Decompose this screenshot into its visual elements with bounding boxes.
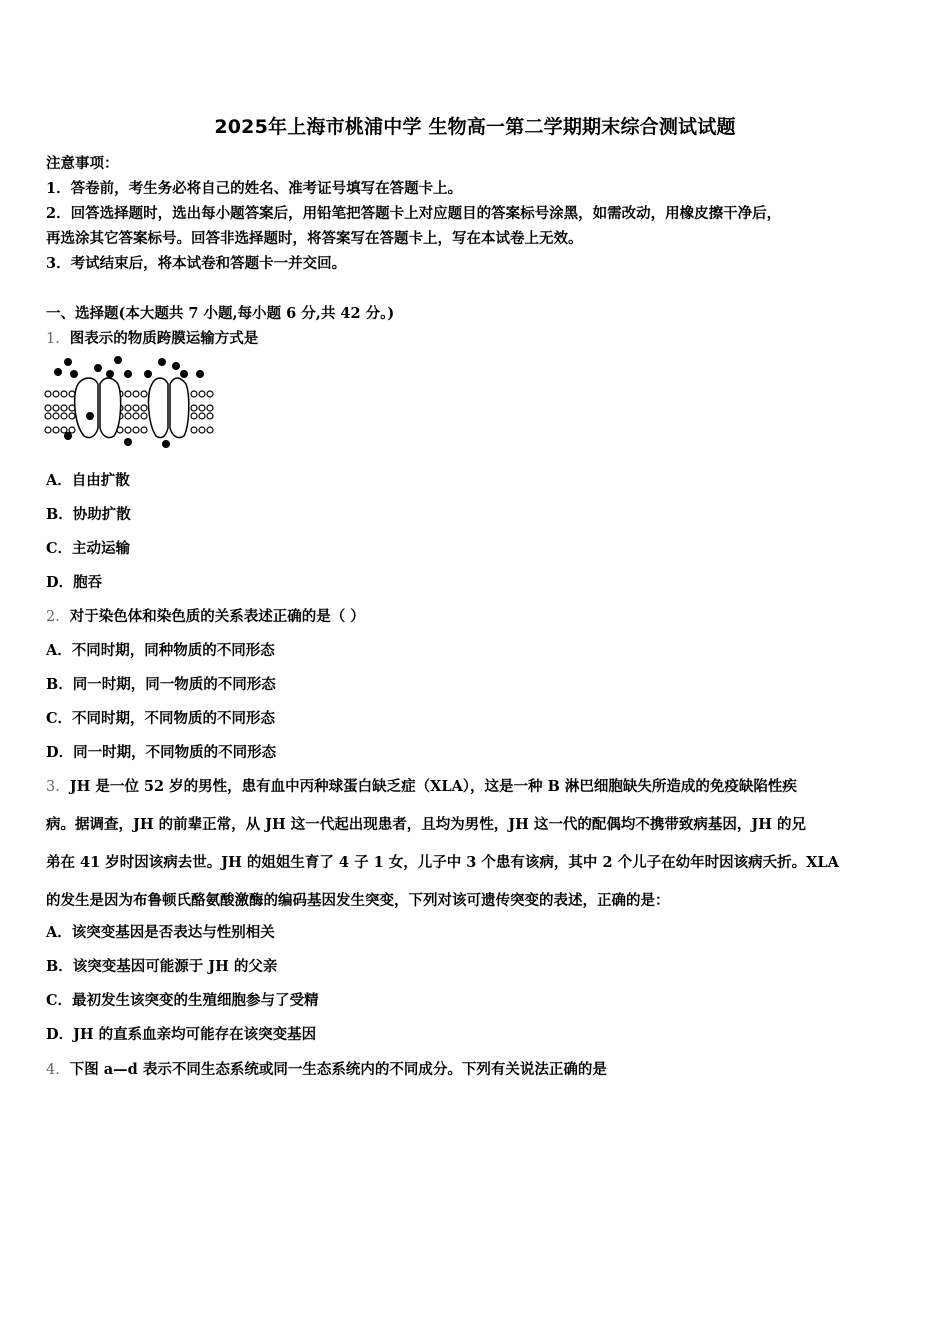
- section-heading: 一、选择题(本大题共 7 小题,每小题 6 分,共 42 分。): [46, 305, 395, 322]
- option-b: B．协助扩散: [46, 506, 131, 523]
- question-stem: 对于染色体和染色质的关系表述正确的是（ ）: [69, 608, 365, 625]
- question-4: [46, 1058, 607, 1079]
- notice-item: 再选涂其它答案标号。回答非选择题时，将答案写在答题卡上，写在本试卷上无效。: [46, 230, 583, 247]
- notice-item: 2．回答选择题时，选出每小题答案后，用铅笔把答题卡上对应题目的答案标号涂黑，如需改动，用橡皮擦干净后，: [46, 205, 782, 222]
- question-stem-line: 的发生是因为布鲁顿氏酪氨酸激酶的编码基因发生突变，下列对该可遗传突变的表述，正确的是：: [46, 892, 670, 909]
- option-a: A．该突变基因是否表达与性别相关: [46, 924, 275, 941]
- question-number: 4．: [46, 1062, 70, 1078]
- notice-item: 3．考试结束后，将本试卷和答题卡一并交回。: [46, 255, 347, 272]
- option-b: B．同一时期，同一物质的不同形态: [46, 676, 276, 693]
- question-number: 1．: [46, 331, 70, 347]
- option-a: A．不同时期，同种物质的不同形态: [46, 642, 275, 659]
- question-number: 2．: [46, 609, 70, 625]
- page-title: 2025年上海市桃浦中学 生物高一第二学期期末综合测试试题: [214, 116, 736, 138]
- question-stem-line: 弟在 41 岁时因该病去世。JH 的姐姐生育了 4 子 1 女，儿子中 3 个患有该病，其中 2 个儿子在幼年时因该病夭折。XLA: [46, 854, 839, 871]
- option-a: A．自由扩散: [46, 472, 130, 489]
- question-number: 3．: [46, 779, 70, 795]
- option-d: D．胞吞: [46, 574, 103, 591]
- option-c: C．主动运输: [46, 540, 131, 557]
- question-stem-line: JH 是一位 52 岁的男性，患有血中丙种球蛋白缺乏症（XLA），这是一种 B 淋巴细胞缺失所造成的免疫缺陷性疾: [69, 778, 797, 795]
- option-b: B．该突变基因可能源于 JH 的父亲: [46, 958, 278, 975]
- question-stem-line: 病。据调查，JH 的前辈正常，从 JH 这一代起出现患者，且均为男性，JH 这一代的配偶均不携带致病基因，JH 的兄: [46, 816, 806, 833]
- option-c: C．不同时期，不同物质的不同形态: [46, 710, 276, 727]
- question-1: [46, 327, 258, 348]
- question-2: [46, 605, 365, 626]
- membrane-transport-figure: [44, 354, 220, 454]
- option-d: D．同一时期，不同物质的不同形态: [46, 744, 277, 761]
- question-stem: 下图 a—d 表示不同生态系统或同一生态系统内的不同成分。下列有关说法正确的是: [69, 1061, 607, 1078]
- notice-item: 1．答卷前，考生务必将自己的姓名、准考证号填写在答题卡上。: [46, 180, 463, 197]
- option-c: C．最初发生该突变的生殖细胞参与了受精: [46, 992, 319, 1009]
- question-3: [46, 775, 797, 796]
- notice-heading: 注意事项：: [46, 155, 119, 172]
- option-d: D．JH 的直系血亲均可能存在该突变基因: [46, 1026, 317, 1043]
- question-stem: 图表示的物质跨膜运输方式是: [69, 330, 259, 347]
